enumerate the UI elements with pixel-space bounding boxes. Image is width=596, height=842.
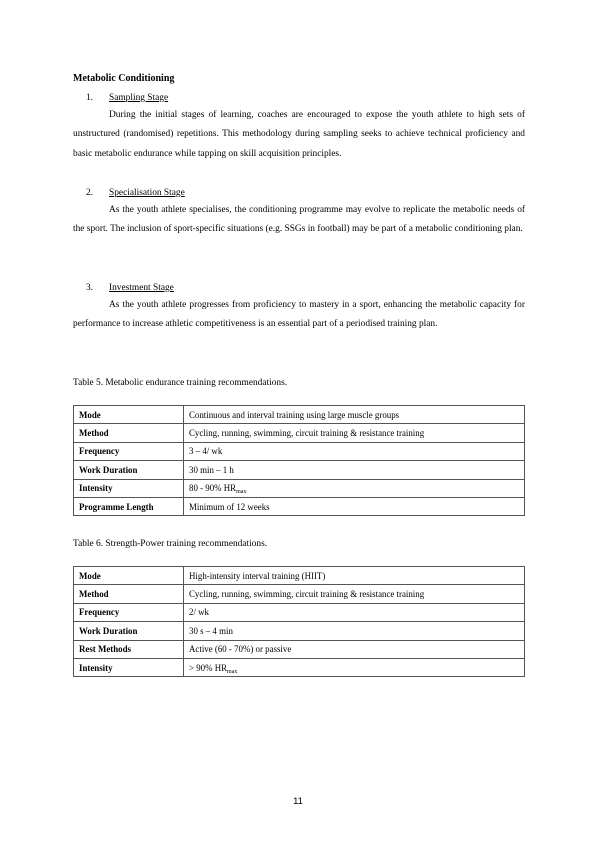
stage-section-sampling [73, 90, 525, 164]
value-subscript: max [236, 489, 247, 496]
table-key: Work Duration [74, 622, 184, 640]
table-value: 3 – 4/ wk [184, 442, 525, 460]
table-value: Minimum of 12 weeks [184, 497, 525, 515]
table-value: 30 s – 4 min [184, 622, 525, 640]
table-row [74, 479, 525, 497]
table-value: Active (60 - 70%) or passive [184, 640, 525, 658]
table-row [74, 497, 525, 515]
stage-paragraph: During the initial stages of learning, coaches are encouraged to expose the youth athlete to high sets of unstructured (randomised) repetitions. This methodology during sampling seeks to achieve technical proficiency and basic metabolic endurance while tapping on skill acquisition principles. [73, 110, 525, 159]
table-row [74, 622, 525, 640]
table-key: Frequency [74, 603, 184, 621]
table-value: Cycling, running, swimming, circuit training & resistance training [184, 424, 525, 442]
table-value: High-intensity interval training (HIIT) [184, 567, 525, 585]
list-number: 2. [85, 188, 93, 198]
table-value [184, 658, 525, 676]
table-caption: Table 6. Strength-Power training recommendations. [73, 539, 268, 549]
stage-section-investment [73, 280, 525, 335]
table-key: Intensity [74, 658, 184, 676]
section-heading: Metabolic Conditioning [73, 73, 175, 84]
stage-paragraph: As the youth athlete specialises, the conditioning programme may evolve to replicate the metabolic needs of the sport. The inclusion of sport-specific situations (e.g. SSGs in football) may be part of a metabolic conditioning plan. [73, 205, 525, 235]
table-row [74, 658, 525, 676]
strength-power-table [73, 566, 525, 677]
stage-paragraph: As the youth athlete progresses from proficiency to mastery in a sport, enhancing the metabolic capacity for performance to increase athletic competitiveness is an essential part of a periodised training plan. [73, 300, 525, 330]
table-row [74, 461, 525, 479]
table-key: Method [74, 585, 184, 603]
page-number: 11 [293, 796, 303, 807]
table-row [74, 442, 525, 460]
table-key: Method [74, 424, 184, 442]
stage-title: Sampling Stage [109, 93, 169, 103]
stage-section-specialisation [73, 185, 525, 240]
value-text: > 90% HR [189, 662, 228, 673]
stage-title: Investment Stage [109, 283, 174, 293]
value-text: 80 - 90% HR [189, 483, 237, 494]
list-number: 1. [85, 93, 93, 103]
stage-title: Specialisation Stage [109, 188, 185, 198]
table-key: Mode [74, 406, 184, 424]
table-row [74, 585, 525, 603]
table-value: Cycling, running, swimming, circuit training & resistance training [184, 585, 525, 603]
table-row [74, 603, 525, 621]
table-value: 2/ wk [184, 603, 525, 621]
table-key: Programme Length [74, 497, 184, 515]
table-row [74, 406, 525, 424]
table-key: Rest Methods [74, 640, 184, 658]
table-key: Frequency [74, 442, 184, 460]
table-value: 30 min – 1 h [184, 461, 525, 479]
table-value: Continuous and interval training using large muscle groups [184, 406, 525, 424]
table-row [74, 640, 525, 658]
table-caption: Table 5. Metabolic endurance training recommendations. [73, 378, 288, 388]
table-key: Mode [74, 567, 184, 585]
table-key: Intensity [74, 479, 184, 497]
table-row [74, 424, 525, 442]
table-key: Work Duration [74, 461, 184, 479]
value-subscript: max [227, 668, 238, 675]
list-number: 3. [85, 283, 93, 293]
table-row [74, 567, 525, 585]
table-value [184, 479, 525, 497]
metabolic-endurance-table [73, 405, 525, 516]
